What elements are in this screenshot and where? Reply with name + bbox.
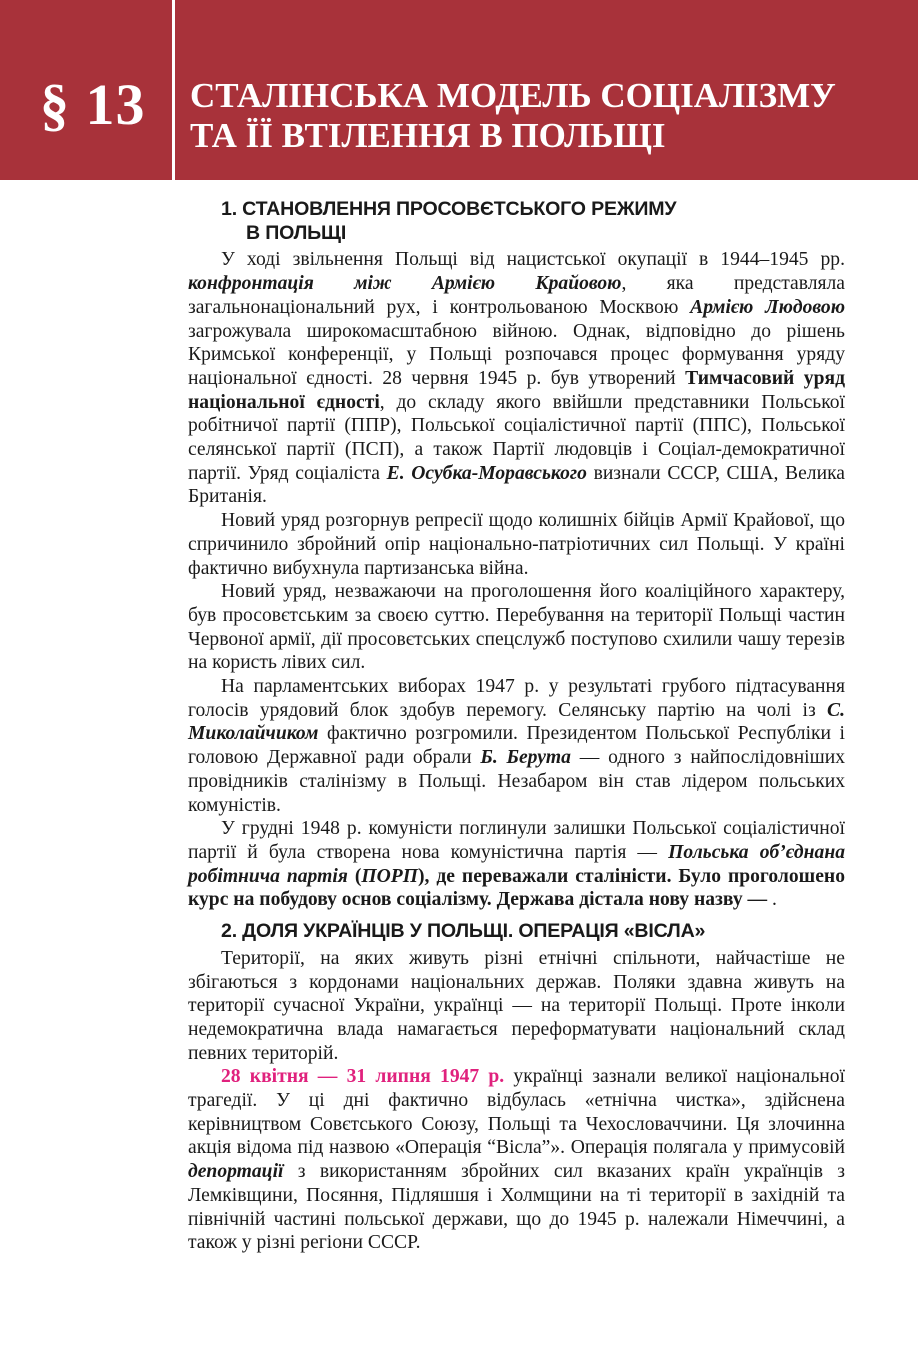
section2-heading: 2. ДОЛЯ УКРАЇНЦІВ У ПОЛЬЩІ. ОПЕРАЦІЯ «ВІСЛА» <box>221 920 706 943</box>
chapter-title-line1: СТАЛІНСЬКА МОДЕЛЬ СОЦІАЛІЗМУ <box>190 76 836 115</box>
section-number: § 13 <box>40 72 146 137</box>
paragraph: На парламентських виборах 1947 р. у результаті грубого підтасування голосів урядовий блок здобув перемогу. Селянську партію на чолі із С. Миколайчиком фактично розгромили. Президентом Польської Республіки і головою Державної ради обрали Б. Берута — одного з найпослідовніших провідників сталінізму в Польщі. Незабаром він став лідером польських комуністів. <box>188 676 845 816</box>
section1-heading: 1. СТАНОВЛЕННЯ ПРОСОВЄТСЬКОГО РЕЖИМУ В ПОЛЬЩІ <box>221 198 677 244</box>
page-content <box>188 196 845 1255</box>
chapter-title-line2: ТА ЇЇ ВТІЛЕННЯ В ПОЛЬЩІ <box>190 116 666 155</box>
paragraph: Території, на яких живуть різні етнічні спільноти, найчастіше не збігаються з кордонами національних держав. Поляки здавна живуть на території сучасної України, українці — на території Польщі. Проте інколи недемократична влада намагається переформатувати національний склад певних територій. <box>188 947 845 1064</box>
paragraph: У ході звільнення Польщі від нацистської окупації в 1944–1945 рр. конфронтація між Армією Крайовою, яка представляла загальнонаціональний рух, і контрольованою Москвою Армією Людовою загрожувала широкомасштабною війною. Однак, відповідно до рішень Кримської конференції, у Польщі розпочався процес формування уряду національної єдності. 28 червня 1945 р. був утворений Тимчасовий уряд національної єдності, до складу якого ввійшли представники Польської робітничої партії (ППР), Польської соціалістичної партії (ППС), Польської селянської партії (ПСП), а також Партії людовців і Соціал-демократичної партії. Уряд соціаліста Е. Осубка-Моравського визнали СССР, США, Велика Британія. <box>188 249 845 508</box>
date-highlight: 28 квітня — 31 липня 1947 р. <box>221 1066 505 1088</box>
paragraph: Новий уряд, незважаючи на проголошення його коаліційного характеру, був просовєтським за своєю суттю. Перебування на території Польщі частин Червоної армії, дії просовєтських спецслужб поступово схилили чашу терезів на користь лівих сил. <box>188 581 845 674</box>
chapter-banner <box>0 0 918 180</box>
banner-divider <box>172 0 175 180</box>
chapter-title <box>190 76 898 156</box>
paragraph: У грудні 1948 р. комуністи поглинули залишки Польської соціалістичної партії й була створена нова комуністична партія — Польська об’єднана робітнича партія (ПОРП), де переважали сталіністи. Було проголошено курс на побудову основ соціалізму. Держава дістала нову назву — . <box>188 818 845 911</box>
paragraph: 28 квітня — 31 липня 1947 р. українці зазнали великої національної трагедії. У ці дні фактично відбулась «етнічна чистка», здійснена керівництвом Совєтського Союзу, Польщі та Чехословаччини. Ця злочинна акція відома під назвою «Операція “Вісла”». Операція полягала у примусовій депортації з використанням збройних сил вказаних країн українців з Лемківщини, Посяння, Підляшшя і Холмщини на ті території в західній та північній частині польської держави, що до 1945 р. належали Німеччині, а також у різні регіони СССР. <box>188 1066 845 1254</box>
paragraph: Новий уряд розгорнув репресії щодо колишніх бійців Армії Крайової, що спричинило збройний опір національно-патріотичних сил Польщі. У країні фактично вибухнула партизанська війна. <box>188 510 845 579</box>
